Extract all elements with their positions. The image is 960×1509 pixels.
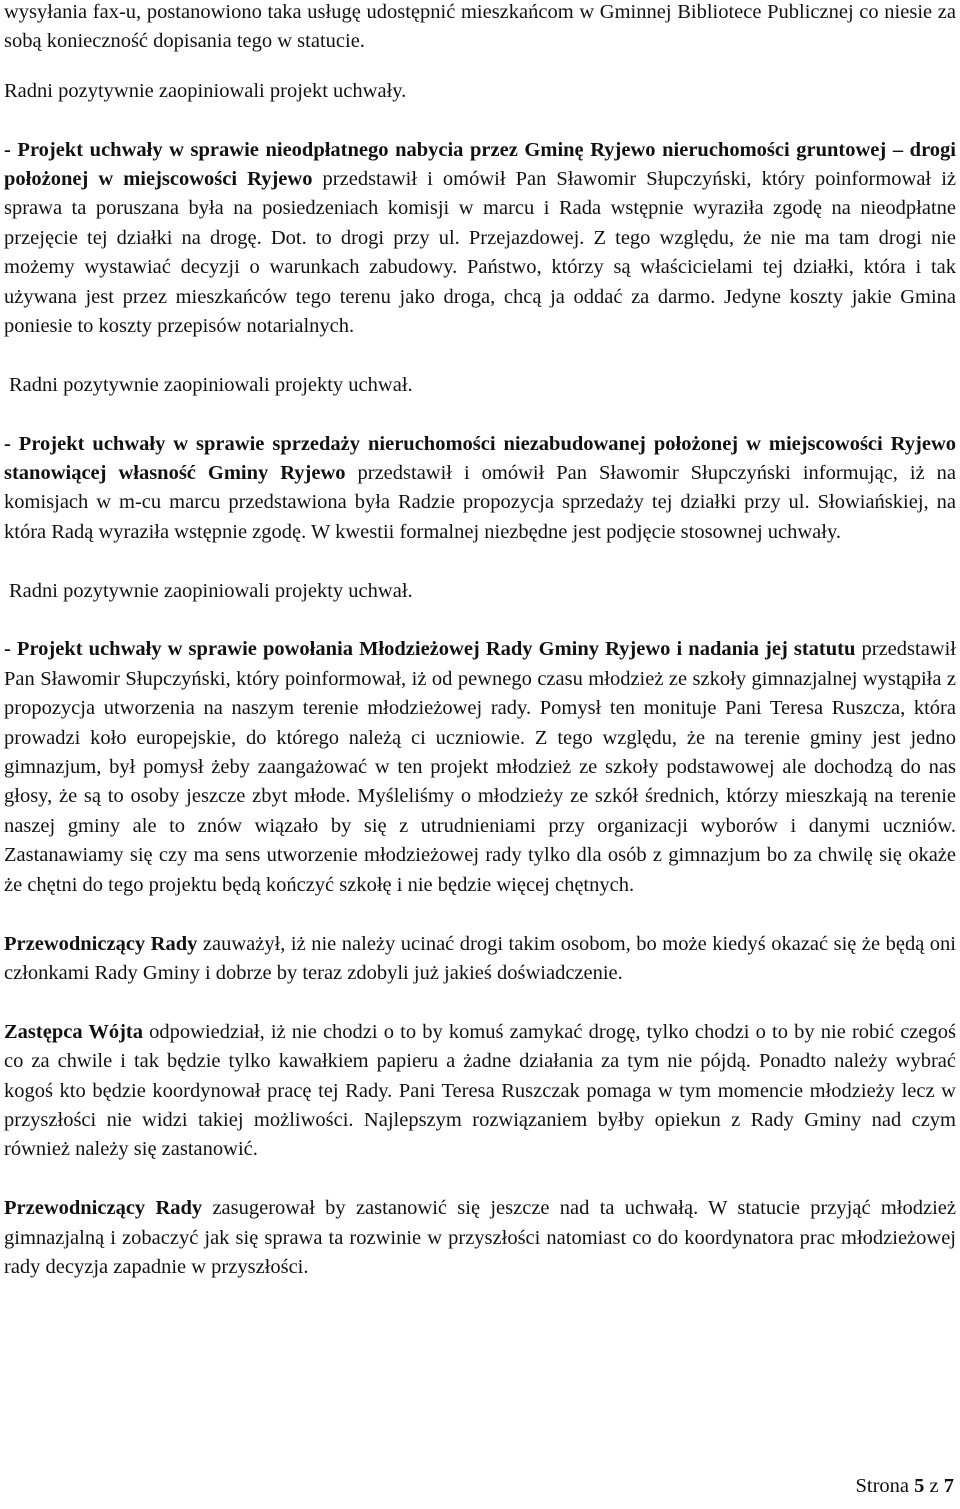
body-text: wysyłania fax-u, postanowiono taka usługę udostępnić mieszkańcom w Gminnej Bibliotece Publicznej co niesie za sobą konieczność dopisania tego w statucie.	[4, 1, 956, 53]
body-text: przedstawił i omówił Pan Sławomir Słupczyński, który poinformował iż sprawa ta poruszana była na posiedzeniach komisji w marcu i Rada wstępnie wyraziła zgodę na nieodpłatne przejęcie tej działki na drogę. Dot. to drogi przy ul. Przejazdowej. Z tego względu, że nie ma tam drogi nie możemy wystawiać decyzji o warunkach zabudowy. Państwo, którzy są właścicielami tej działki, która i tak używana jest przez mieszkańców tego terenu jako droga, chcą ja oddać za darmo. Jedyne koszty jakie Gmina poniesie to koszty przepisów notarialnych.	[4, 168, 956, 338]
page-number-middle: z	[924, 1475, 944, 1497]
paragraph-continuation	[4, 0, 956, 57]
body-text: przedstawił i omówił Pan Sławomir Słupczyński informując, iż na komisjach w m-cu marcu przedstawiona była Radzie propozycja sprzedaży tej działki przy ul. Słowiańskiej, na która Radą wyraziła wstępnie zgodę. W kwestii formalnej niezbędne jest podjęcie stosownej uchwały.	[4, 462, 956, 543]
page-number	[855, 1472, 954, 1501]
bold-text: - Projekt uchwały w sprawie powołania Młodzieżowej Rady Gminy Ryjewo i nadania jej statutu	[4, 638, 856, 661]
paragraph-resolution-sale	[4, 430, 956, 548]
page-number-current: 5	[914, 1475, 925, 1497]
bold-text: Przewodniczący Rady	[4, 1197, 203, 1220]
bold-text: Przewodniczący Rady	[4, 932, 198, 955]
bold-text: - Projekt uchwały w sprawie sprzedaży nieruchomości niezabudowanej położonej w miejscowości Ryjewo stanowiącej własność Gminy Ryjewo	[4, 432, 956, 485]
paragraph-chairman-remark	[4, 930, 956, 989]
body-text: Radni pozytywnie zaopiniowali projekty uchwał.	[9, 579, 413, 602]
paragraph-opinion	[4, 371, 956, 400]
paragraph-resolution-road	[4, 136, 956, 342]
body-text: Radni pozytywnie zaopiniowali projekty uchwał.	[9, 373, 413, 396]
bold-text: - Projekt uchwały w sprawie nieodpłatnego nabycia przez Gminę Ryjewo nieruchomości gruntowej – drogi położonej w miejscowości Ryjewo	[4, 138, 956, 191]
paragraph-deputy-mayor-reply	[4, 1018, 956, 1165]
paragraph-resolution-youth-council	[4, 635, 956, 900]
bold-text: Zastępca Wójta	[4, 1020, 143, 1043]
paragraph-opinion	[4, 577, 956, 606]
paragraph-opinion	[4, 77, 956, 106]
page-number-total: 7	[943, 1475, 954, 1497]
body-text: przedstawił Pan Sławomir Słupczyński, który poinformował, iż od pewnego czasu młodzież ze szkoły gimnazjalnej wystąpiła z propozycja utworzenia na naszym terenie młodzieżowej rady. Pomysł ten monituje Pani Teresa Ruszcza, która prowadzi koło europejskie, do którego należą ci uczniowie. Z tego względu, że na terenie gminy jest jedno gimnazjum, był pomysł żeby zaangażować w ten projekt młodzież ze szkoły podstawowej ale dochodzą do nas głosy, że są to osoby jeszcze zbyt młode. Myśleliśmy o młodzieży ze szkół średnich, którzy mieszkają na terenie naszej gminy ale to znów wiązało by się z utrudnieniami przy organizacji wyborów i danymi uczniów. Zastanawiamy się czy ma sens utworzenie młodzieżowej rady tylko dla osób z gimnazjum bo za chwilę się okaże że chętni do tego projektu będą kończyć szkołę i nie będzie więcej chętnych.	[4, 638, 956, 896]
body-text: Radni pozytywnie zaopiniowali projekt uchwały.	[4, 79, 407, 102]
body-text: odpowiedział, iż nie chodzi o to by komuś zamykać drogę, tylko chodzi o to by nie robić czegoś co za chwile i tak będzie tylko kawałkiem papieru a żadne działania za tym nie pójdą. Ponadto należy wybrać kogoś kto będzie koordynował pracę tej Rady. Pani Teresa Ruszczak pomaga w tym momencie młodzieży lecz w przyszłości nie widzi takiej możliwości. Najlepszym rozwiązaniem byłby opiekun z Rady Gminy nad czym również należy się zastanowić.	[4, 1020, 956, 1161]
page-number-prefix: Strona	[855, 1475, 915, 1497]
body-text: zasugerował by zastanowić się jeszcze nad ta uchwałą. W statucie przyjąć młodzież gimnazjalną i zobaczyć jak się sprawa ta rozwinie w przyszłości natomiast co do koordynatora prac młodzieżowej rady decyzja zapadnie w przyszłości.	[4, 1197, 956, 1278]
paragraph-chairman-suggestion	[4, 1194, 956, 1282]
body-text: zauważył, iż nie należy ucinać drogi takim osobom, bo może kiedyś okazać się że będą oni członkami Rady Gminy i dobrze by teraz zdobyli już jakieś doświadczenie.	[4, 932, 957, 984]
